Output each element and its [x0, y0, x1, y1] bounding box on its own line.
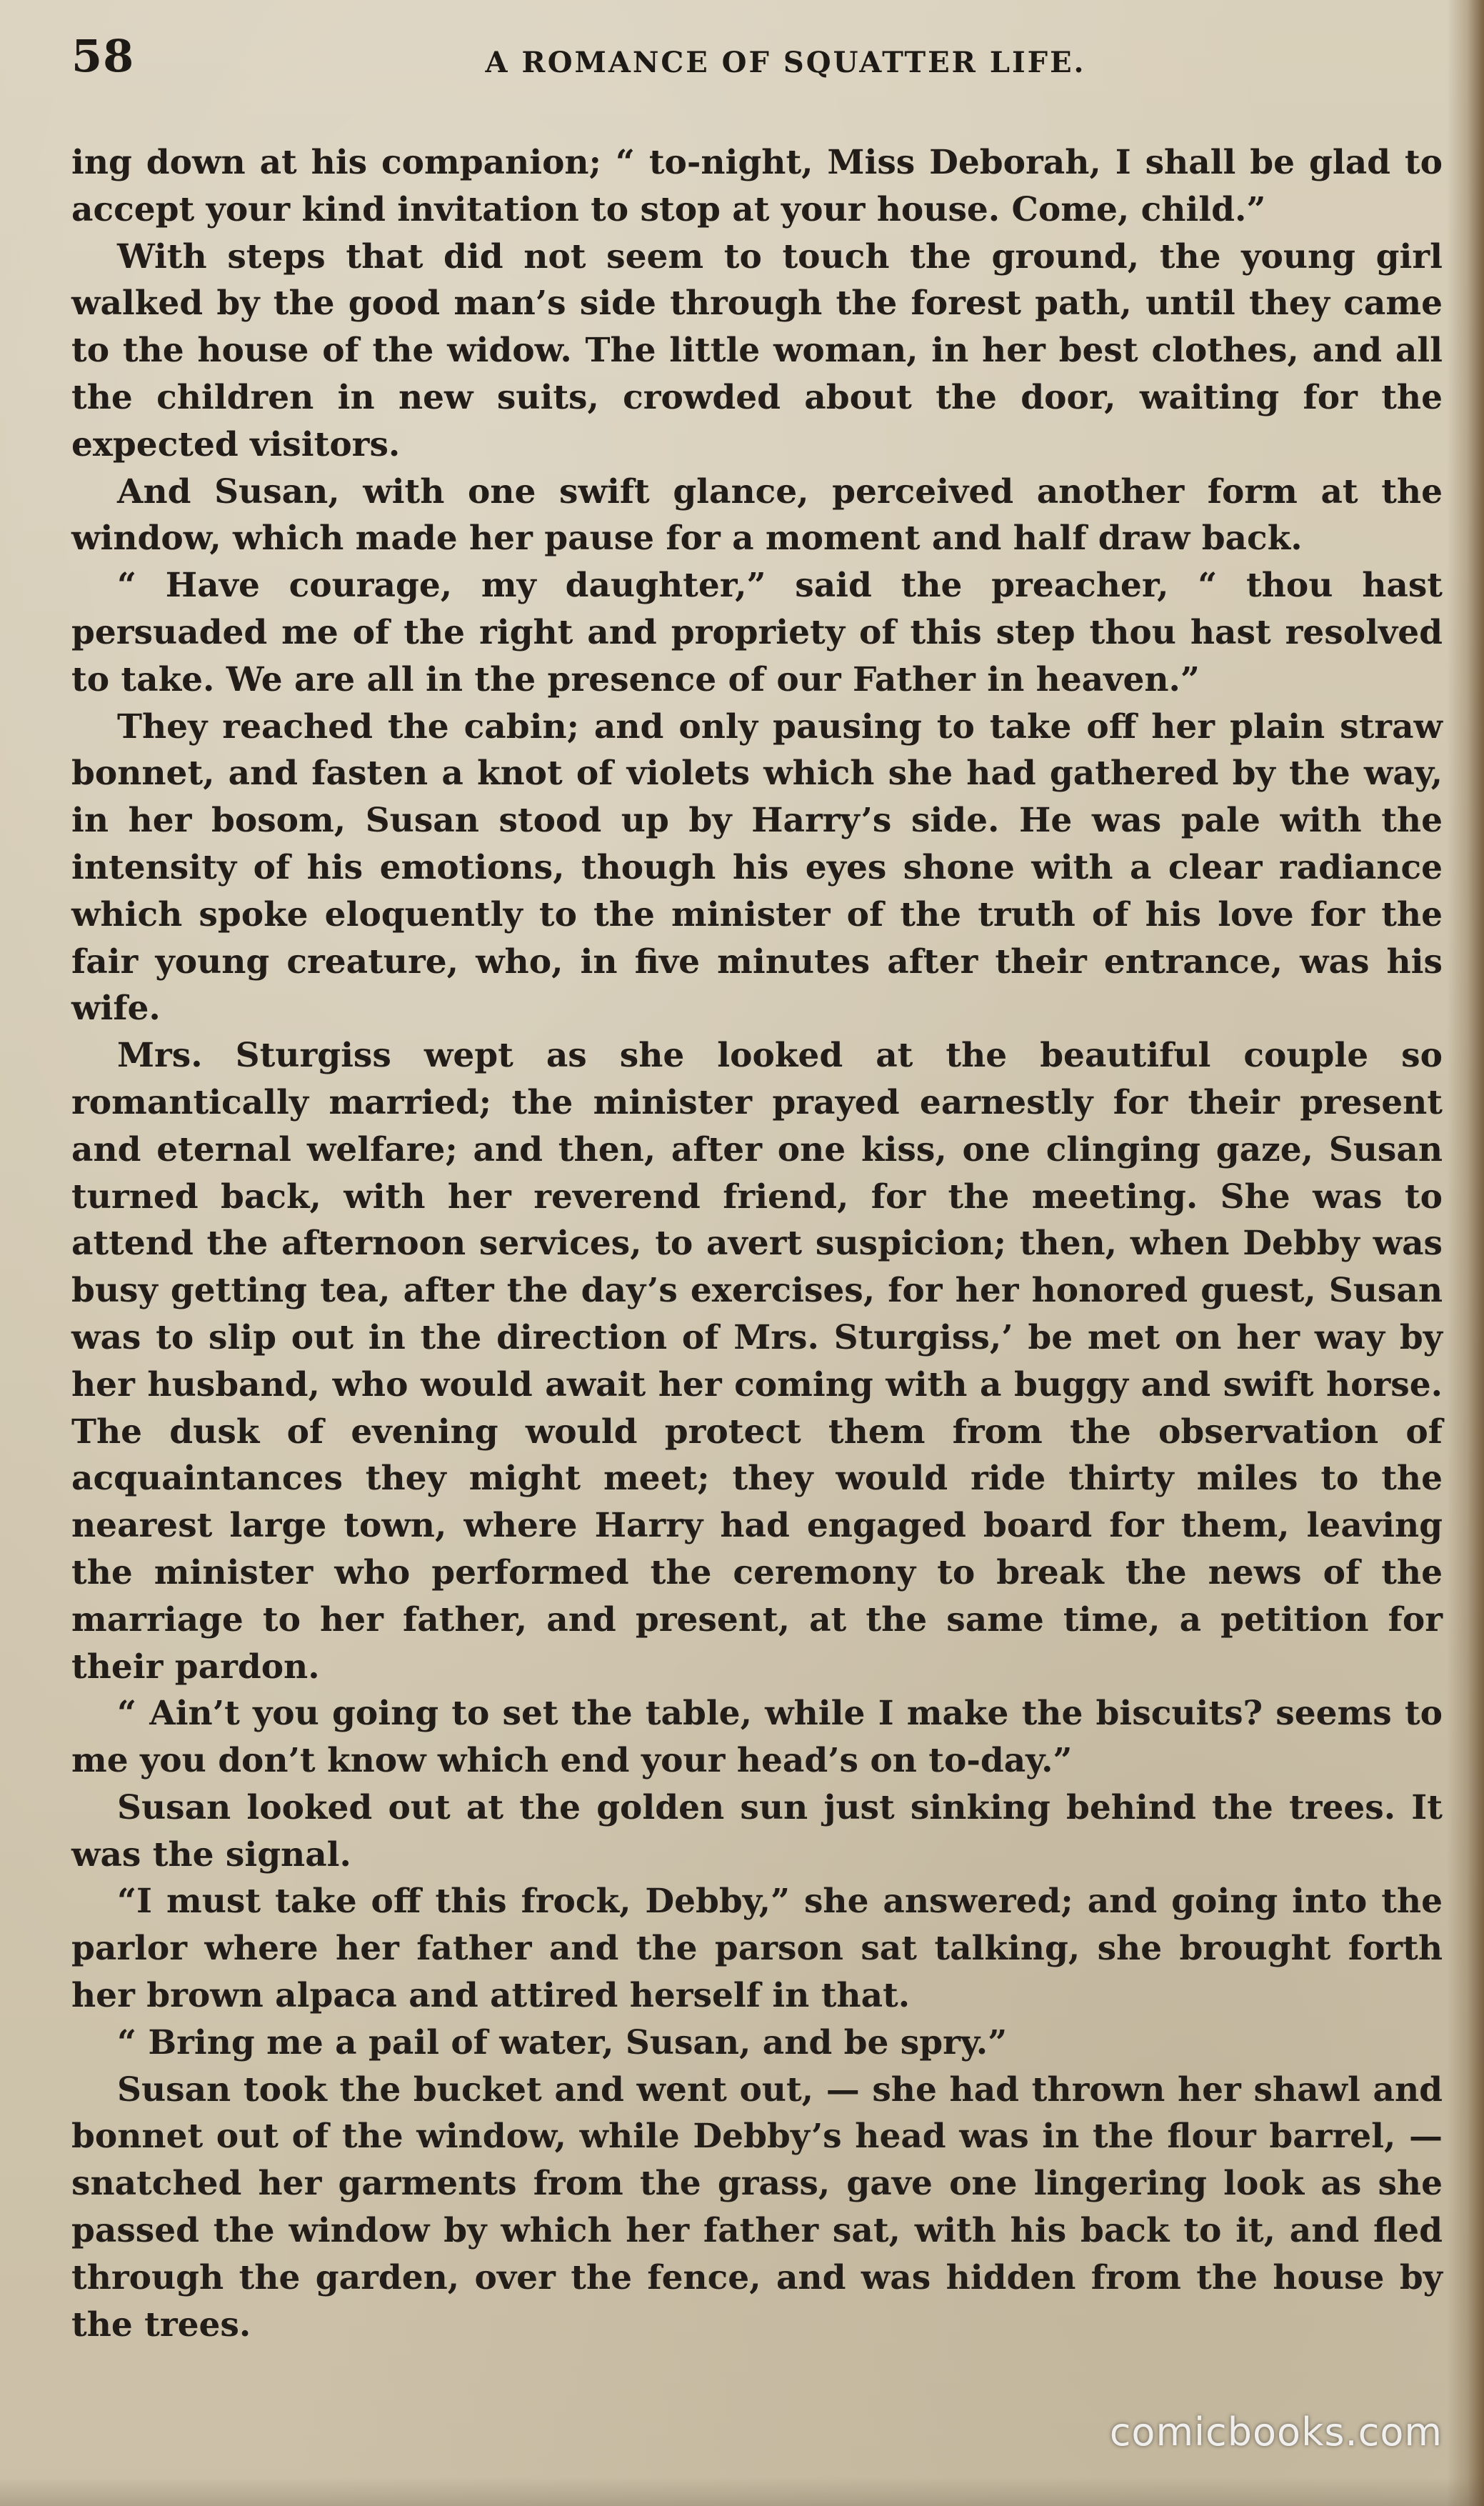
paragraph-10: “ Bring me a pail of water, Susan, and be spry.”: [117, 2022, 1008, 2062]
running-title: A ROMANCE OF SQUATTER LIFE.: [485, 46, 1086, 79]
paragraph-4: “ Have courage, my daughter,” said the preacher, “ thou hast persuaded me of the right and propriety of this step thou hast resolved to take. We are all in the presence of our Father in heaven.”: [71, 566, 1443, 699]
paragraph-8: Susan looked out at the golden sun just sinking behind the trees. It was the signal.: [71, 1787, 1443, 1874]
page-number: 58: [71, 30, 135, 82]
body-text: [71, 139, 1443, 2348]
paragraph-1: ing down at his companion; “ to-night, Miss Deborah, I shall be glad to accept your kind invitation to stop at your house. Come, child.”: [71, 143, 1443, 229]
paragraph-11: Susan took the bucket and went out, — she had thrown her shawl and bonnet out of the window, while Debby’s head was in the flour barrel, — snatched her garments from the grass, gave one lingering look as she passed the window by which her father sat, with his back to it, and fled through the garden, over the fence, and was hidden from the house by the trees.: [71, 2070, 1443, 2345]
watermark: comicbooks.com: [1109, 2410, 1443, 2455]
paragraph-6: Mrs. Sturgiss wept as she looked at the beautiful couple so romantically married; the minister prayed earnestly for their present and eternal welfare; and then, after one kiss, one clinging gaze, Susan turned back, with her reverend friend, for the meeting. She was to attend the afternoon services, to avert suspicion; then, when Debby was busy getting tea, after the day’s exercises, for her honored guest, Susan was to slip out in the direction of Mrs. Sturgiss,’ be met on her way by her husband, who would await her coming with a buggy and swift horse. The dusk of evening would protect them from the observation of acquaintances they might meet; they would ride thirty miles to the nearest large town, where Harry had engaged board for them, leaving the minister who performed the ceremony to break the news of the marriage to her father, and present, at the same time, a petition for their pardon.: [71, 1036, 1443, 1687]
paragraph-9: “I must take off this frock, Debby,” she answered; and going into the parlor where her father and the parson sat talking, she brought forth her brown alpaca and attired herself in that.: [71, 1882, 1443, 2016]
paragraph-7: “ Ain’t you going to set the table, while I make the biscuits? seems to me you don’t know which end your head’s on to-day.”: [71, 1694, 1443, 1781]
paragraph-5: They reached the cabin; and only pausing to take off her plain straw bonnet, and fasten a knot of violets which she had gathered by the way, in her bosom, Susan stood up by Harry’s side. He was pale with the intensity of his emotions, though his eyes shone with a clear radiance which spoke eloquently to the minister of the truth of his love for the fair young creature, who, in five minutes after their entrance, was his wife.: [71, 707, 1443, 1029]
page-edge-shadow: [1447, 0, 1484, 2506]
page-header: [71, 30, 1443, 87]
page-bottom-shadow: [0, 2477, 1484, 2506]
paragraph-3: And Susan, with one swift glance, perceived another form at the window, which made her pause for a moment and half draw back.: [71, 471, 1443, 559]
paragraph-2: With steps that did not seem to touch the ground, the young girl walked by the good man’s side through the forest path, until they came to the house of the widow. The little woman, in her best clothes, and all the children in new suits, crowded about the door, waiting for the expected visitors.: [71, 236, 1443, 464]
